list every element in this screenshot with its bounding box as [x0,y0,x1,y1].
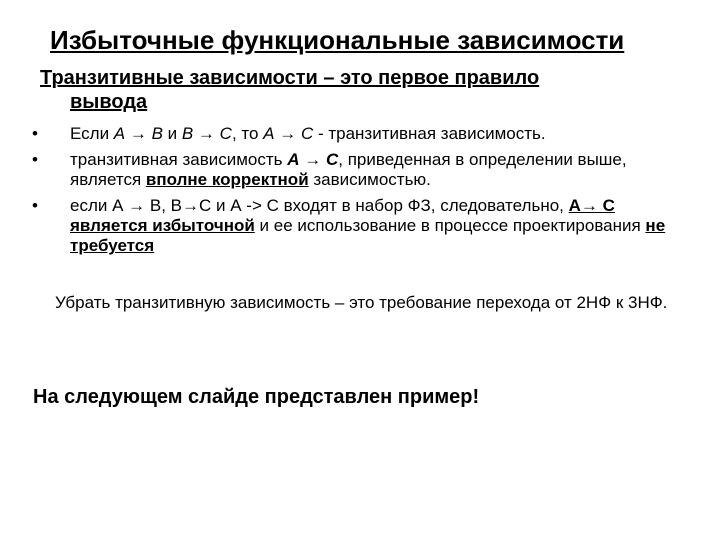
bullet-item-redundant-dependency [28,196,688,256]
underlined-not-required: не требуется [70,216,666,255]
slide-subtitle [40,66,680,114]
bullet-item-transitive-definition [28,124,688,144]
subtitle-line-2: вывода [70,91,148,113]
underlined-correct: вполне корректной [145,170,309,189]
dependency-a-b: А → В [113,124,163,143]
bullet-text: Если [70,124,114,143]
dependency-b-c: В → С [181,124,232,143]
bullet-text: если А → В, В→С и А -> С входят в набор ФЗ, следовательно, [70,196,569,215]
dependency-a-c-emphasis: А → С [287,150,339,169]
bullet-list [28,124,688,262]
bullet-text: и [162,124,182,143]
bullet-text: транзитивная зависимость [70,150,288,169]
underlined-redundant: А→ С является избыточной [70,196,615,235]
bullet-text: , приведенная в определении выше, является [70,150,627,189]
subtitle-line-1: Транзитивные зависимости – это первое правило [40,67,540,89]
next-slide-callout: На следующем слайде представлен пример! [33,386,480,408]
bullet-marker: • [32,196,38,215]
bullet-marker: • [32,124,38,143]
slide-title: Избыточные функциональные зависимости [50,25,625,55]
normalization-note: Убрать транзитивную зависимость – это требование перехода от 2НФ к 3НФ. [55,293,668,312]
bullet-text: - транзитивная зависимость. [313,124,546,143]
bullet-text: зависимостью. [308,170,431,189]
dependency-a-c: А → С [263,124,314,143]
bullet-marker: • [32,150,38,169]
bullet-text: , то [231,124,264,143]
bullet-text: и ее использование в процессе проектирования [254,216,646,235]
bullet-item-correct-dependency [28,150,688,190]
